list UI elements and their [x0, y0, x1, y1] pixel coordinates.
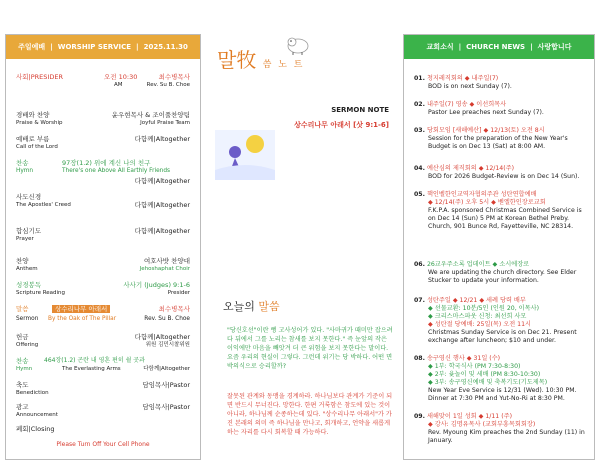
hymn2-who: 다함께|Altogether: [143, 366, 190, 372]
offering-en-row: [16, 341, 190, 349]
prayer-row: [16, 227, 190, 235]
news-sub: ◆ 12/14(주) 오후 5시 ◆ 벧엘한인장로교회: [428, 199, 546, 206]
news-item: [414, 127, 586, 151]
news-title: 송구영신 행사 ◆ 31일 (수): [426, 355, 501, 362]
news-title: 핵인벨한인교역자협의주관 성탄연합예배: [426, 191, 537, 198]
hymn2-label: 찬송: [16, 357, 29, 365]
prayer-en: [16, 235, 190, 243]
hymn-who-label: 다함께|Altogether: [134, 177, 190, 185]
news-sub: ◆ 1부: 학국식사 (PM 7:30-8:30): [428, 363, 521, 370]
news-num: 05.: [414, 191, 425, 198]
news-en: BOD is on next Sunday (7).: [428, 83, 512, 90]
hymn-en-row: [16, 167, 190, 175]
sermon-who-en: Rev. Su B. Choe: [144, 316, 190, 322]
creed-label: 사도신경: [16, 193, 42, 201]
ann-en: [16, 411, 190, 419]
sermon-title: 상수리나무 아래서: [52, 305, 110, 313]
bene-who: 담임목사|Pastor: [142, 381, 190, 389]
worship-header: 주일예배 | WORSHIP SERVICE | 2025.11.30: [6, 35, 200, 59]
hymn-title-en: There's one Above All Earthly Friends: [62, 168, 171, 174]
ann-en-label: Announcement: [16, 412, 58, 418]
anthem-en: Anthem: [16, 266, 38, 272]
praise-en-row: [16, 119, 190, 127]
header-en: WORSHIP SERVICE: [57, 43, 132, 51]
news-en: BOD for 2026 Budget-Review is on Dec 14 (Sun).: [428, 173, 580, 180]
sermon-para-2: 잘못된 관계와 동맹을 경계하라. 하나님보다 관계가 기준이 되면 반드시 무너진다. 망한다. 한편 거룩함은 참도에 있는 것이 아니라, 하나님께 순종하는데 있다. "상수리나무 아래서"가 가진 본래의 의미 즉 하나님을 만나고, 회개하고, 언약을 새롭게 하는 자리를 다시 회복할 때 가능하다.: [227, 393, 393, 436]
presider-row: [16, 73, 190, 81]
hymn-row: [16, 159, 190, 167]
news-sub: ◆ 크리스마스파웃 신청: 최선희 사모: [428, 313, 527, 320]
hymn2-title: 464장(1.2) 곤란 내 영혼 편히 쉴 곳과: [44, 357, 145, 364]
bene-en-label: Benediction: [16, 390, 49, 396]
offering-who: 다함께|Altogether: [134, 333, 190, 341]
phone-footer: Please Turn Off Your Cell Phone: [56, 441, 150, 448]
presider-am: AM: [114, 82, 123, 88]
presider-time: 오전 10:30: [104, 73, 138, 81]
sermon-note-label: SERMON NOTE: [331, 106, 389, 114]
sermon-label: 말씀: [16, 305, 29, 313]
hymn-en: Hymn: [16, 168, 34, 174]
bene-label: 축도: [16, 381, 29, 389]
news-en: Rev. Myoung Kim preaches the 2nd Sunday (11) in January.: [428, 429, 585, 444]
closing-row: [16, 425, 190, 433]
reading-ref: 사사기 (Judges) 9:1-6: [123, 281, 190, 289]
bene-row: [16, 381, 190, 389]
news-title: 청지레직회의 ◆ 내주일(7): [426, 75, 499, 82]
call-label: 예배로 부름: [16, 135, 50, 143]
prayer-label: 합심기도: [16, 227, 42, 235]
prayer-illustration: [215, 130, 275, 180]
ann-who: 담임목사|Pastor: [142, 403, 190, 411]
news-item: [414, 101, 586, 117]
creed-en: The Apostles' Creed: [16, 202, 71, 208]
news-item: [414, 165, 586, 181]
news-item: [414, 261, 586, 285]
news-title: 내주일(7) 영송 ◆ 이선희목사: [426, 101, 507, 108]
sermon-note-title: [217, 44, 305, 73]
news-sub: ◆ 2부: 윷놀이 및 세배 (PM 8:30-10:30): [428, 371, 541, 378]
news-sub: ◆ 성탄절 당예배: 25일(목) 오전 11시: [428, 321, 531, 328]
church-news-panel: [403, 34, 595, 460]
news-num: 07.: [414, 297, 425, 304]
reading-row: [16, 281, 190, 289]
today-b: 말씀: [258, 300, 280, 313]
offering-note: 위원 김민시찰위원: [145, 342, 190, 348]
reading-en-row: [16, 289, 190, 297]
news-sub: ◆ 3부: 송구영신예배 및 축복기도(기도제목): [428, 379, 548, 386]
prayer-who: 다함께|Altogether: [134, 227, 190, 235]
call-row: [16, 135, 190, 143]
call-en: [16, 143, 190, 151]
news-item: [414, 75, 586, 91]
news-num: 02.: [414, 101, 425, 108]
presider-label: 사회|PRESIDER: [16, 73, 63, 81]
news-header-love: 사랑합니다: [537, 43, 572, 51]
hymn2-en: Hymn: [16, 366, 33, 372]
sermon-para-1: "당신호선"이란 뻥 고사성어가 있다. "사마귀가 때미만 잡으려다 뒤에서 그를 노리는 참새를 보지 못한다." 즉 눈앞의 작은 이익에만 마음을 빼앗겨 더 큰 위험을 보지 못한다는 말이다. 요즘 우리의 현실이 그렇다. 그런데 위기는 당 박하다. 어떤 면박의식으로 승리할까?: [227, 327, 393, 370]
news-num: 06.: [414, 261, 425, 268]
closing-label: 폐회|Closing: [16, 425, 55, 433]
news-item: [414, 355, 586, 403]
sermon-panel: [205, 34, 395, 460]
worship-order-panel: [5, 34, 201, 460]
header-date: 2025.11.30: [143, 43, 188, 51]
hymn2-row: [16, 357, 190, 365]
news-en: F.K.P.A. sponsored Christmas Combined Service is on Dec 14 (Sun) 5 PM at Korean Bethel Preby. Church, 901 Bunce Rd, Fayetteville, NC 28314.: [428, 207, 582, 230]
offering-label: 헌금: [16, 333, 29, 341]
news-sub: ◆ 강사: 김명유목사 (교회부흥목회회장): [428, 421, 536, 428]
news-num: 04.: [414, 165, 425, 172]
offering-en: Offering: [16, 342, 39, 348]
praise-team-en: Joyful Praise Team: [140, 120, 190, 126]
today-word-heading: [223, 298, 280, 314]
hymn-title: 97장(1.2) 위에 계신 나의 친구: [62, 159, 151, 167]
news-sub: ◆ 선물교환: 10분/5인 (인원 20, 이목사): [428, 305, 539, 312]
bene-en: [16, 389, 190, 397]
news-title: 26교우주소록 업데이트 ◆ 소시에장로: [426, 261, 530, 268]
prayer-en-label: Prayer: [16, 236, 34, 242]
news-en: New Year Eve Service is 12/31 (Wed). 10:30 PM. Dinner at 7:30 PM and Yut-No-Ri at 8:30 PM.: [428, 387, 577, 402]
ann-row: [16, 403, 190, 411]
header-ko: 주일예배: [18, 43, 46, 51]
news-en: We are updating the church directory. See Elder Stucker to update your information.: [428, 269, 577, 284]
news-title: 예산심의 제직회의 ◆ 12/14(주): [426, 165, 515, 172]
hymn2-title-en: The Everlasting Arms: [62, 366, 121, 372]
news-item: [414, 191, 586, 231]
title-sub: 씀 노 트: [262, 60, 305, 70]
ann-label: 광고: [16, 403, 29, 411]
call-who: 다함께|Altogether: [134, 135, 190, 143]
anthem-row: [16, 257, 190, 265]
reading-en: Scripture Reading: [16, 290, 66, 296]
news-en: Pastor Lee preaches next Sunday (7).: [428, 109, 544, 116]
sermon-en-row: [16, 315, 190, 323]
presider-name: 최수병목사: [158, 73, 190, 81]
news-title: 새해맞이 1일 성회 ◆ 1/11 (주): [426, 413, 513, 420]
offering-row: [16, 333, 190, 341]
praise-row: [16, 111, 190, 119]
sermon-title-en: By the Oak of The Pillar: [48, 316, 117, 322]
praise-team: 윤우현목사 & 조이풀찬양팀: [111, 111, 190, 119]
call-en-label: Call of the Lord: [16, 144, 58, 150]
presider-name-en: Rev. Su B. Choe: [146, 82, 190, 88]
news-num: 08.: [414, 355, 425, 362]
anthem-who-en: Jehoshaphat Choir: [139, 266, 190, 272]
news-num: 01.: [414, 75, 425, 82]
news-item: [414, 297, 586, 345]
praise-en: Praise & Worship: [16, 120, 63, 126]
sermon-ref: 상수리나무 아래서 [삿 9:1-6]: [294, 121, 389, 129]
creed-row: [16, 193, 190, 201]
hymn-label: 찬송: [16, 159, 29, 167]
sermon-who: 최수병목사: [158, 305, 190, 313]
title-main: 말牧: [217, 48, 257, 72]
hymn2-en-row: [16, 365, 190, 373]
today-a: 오늘의: [223, 300, 259, 313]
news-item: [414, 413, 586, 445]
anthem-en-row: [16, 265, 190, 273]
news-num: 09.: [414, 413, 425, 420]
news-num: 03.: [414, 127, 425, 134]
praise-label: 경배와 찬양: [16, 111, 50, 119]
anthem-label: 찬양: [16, 257, 29, 265]
news-header: 교회소식 | CHURCH NEWS | 사랑합니다: [404, 35, 594, 59]
sermon-en: Sermon: [16, 316, 39, 322]
news-en: Christmas Sunday Service is on Dec 21. Present exchange after luncheon; $10 and under.: [428, 329, 577, 344]
creed-en-row: [16, 201, 190, 209]
news-en: Session for the preparation of the New Year's Budget is on Dec 13 (Sat) at 8:00 AM.: [428, 135, 568, 150]
anthem-who: 여호사밧 찬양대: [143, 257, 190, 265]
news-header-ko: 교회소식: [426, 43, 454, 51]
reading-label: 성경봉독: [16, 281, 42, 289]
reading-who: Presider: [167, 290, 190, 296]
creed-who: 다함께|Altogether: [134, 201, 190, 209]
sermon-row: [16, 305, 190, 313]
news-title: 성탄주일 ◆ 12/21 ◆ 세례 당력 배부: [426, 297, 526, 304]
news-title: 당회모임 [새해예산] ◆ 12/13(토) 오전 8시: [426, 127, 545, 134]
news-header-en: CHURCH NEWS: [466, 43, 526, 51]
